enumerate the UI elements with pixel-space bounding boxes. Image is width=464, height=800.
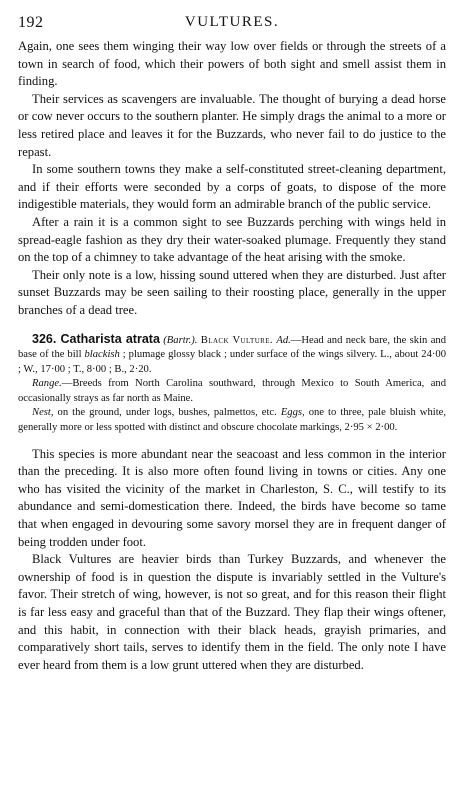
species-heading [18,332,446,378]
species-entry [18,332,446,436]
paragraph: Their services as scavengers are invaluable. The thought of burying a dead horse or cow never occurs to the southern planter. He simply drags the animal to a more or less retired place and leaves it for the Buzzards, who never fail to do justice to the repast. [18,91,446,159]
species-number-name: 326. Catharista atrata [32,331,160,346]
species-range [18,377,446,406]
nest-label: Nest, [32,407,54,419]
range-label: Range. [32,378,62,390]
adult-description: —Head and neck bare, the skin and base of the bill [18,334,446,361]
paragraph: Again, one sees them winging their way low over fields or through the streets of a town in search of food, which their powers of both sight and smell assist them in finding. [18,39,446,89]
page-number: 192 [18,14,44,31]
paragraph: This species is more abundant near the seacoast and less common in the interior than the preceding. It is also more often found living in towns or cities. Any one who has visited the vicinity of the market in Charleston, S. C., will testify to its abundance and semi-domestication there. Indeed, the birds have become so tame that when engaged in devouring some savory morsel they are in frequent danger of being trodden under foot. [18,446,446,549]
paragraph: Their only note is a low, hissing sound uttered when they are disturbed. Just after sunset Buzzards may be seen sailing to their roosting place, generally in the upper branches of a dead tree. [18,267,446,317]
paragraph: In some southern towns they make a self-constituted street-cleaning department, and if their efforts were seconded by a corps of goats, to dispose of the more indigestible materials, they would form an admirable branch of the public service. [18,162,446,212]
closing-text [18,446,446,675]
range-text: —Breeds from North Carolina southward, through Mexico to South America, and occasionally strays as far north as Maine. [18,378,446,404]
nest-text: on the ground, under logs, bushes, palmettos, etc. [53,407,281,419]
running-title: VULTURES. [184,14,280,30]
intro-text [18,38,446,320]
species-authority: (Bartr.). [163,334,198,346]
eggs-text: one to three, pale bluish white, generally more or less spotted with distinct and obscure chocolate markings, 2·95 × 2·00. [18,407,446,434]
species-nest-eggs [18,406,446,435]
paragraph: After a rain it is a common sight to see Buzzards perching with wings held in spread-eagle fashion as they dry their water-soaked plumage. Frequently they stand on the top of a chimney to take advantage of the heat arising with the smoke. [18,214,446,265]
running-head [18,14,446,38]
species-common-name: Black Vulture. [200,334,273,346]
adult-description-italic: blackish [84,349,120,361]
adult-description-measurements: ; plumage glossy black ; under surface of the wings silvery. L., about 24·00 ; W., 17·00 ; T., 8·00 ; B., 2·20. [18,349,446,375]
eggs-label: Eggs, [280,407,305,419]
adult-label: Ad. [276,334,291,346]
paragraph: Black Vultures are heavier birds than Turkey Buzzards, and whenever the ownership of food is in question the dispute is invariably settled in the Vulture's favor. Their stretch of wing, however, is not so great, and for this reason their flight is far less easy and graceful than that of the Buzzard. They flap their wings oftener, and this habit, in connection with their black heads, grayish primaries, and comparatively short tails, serves to identify them in the field. The only note I have ever heard from them is a low grunt uttered when they are disturbed. [18,552,446,672]
